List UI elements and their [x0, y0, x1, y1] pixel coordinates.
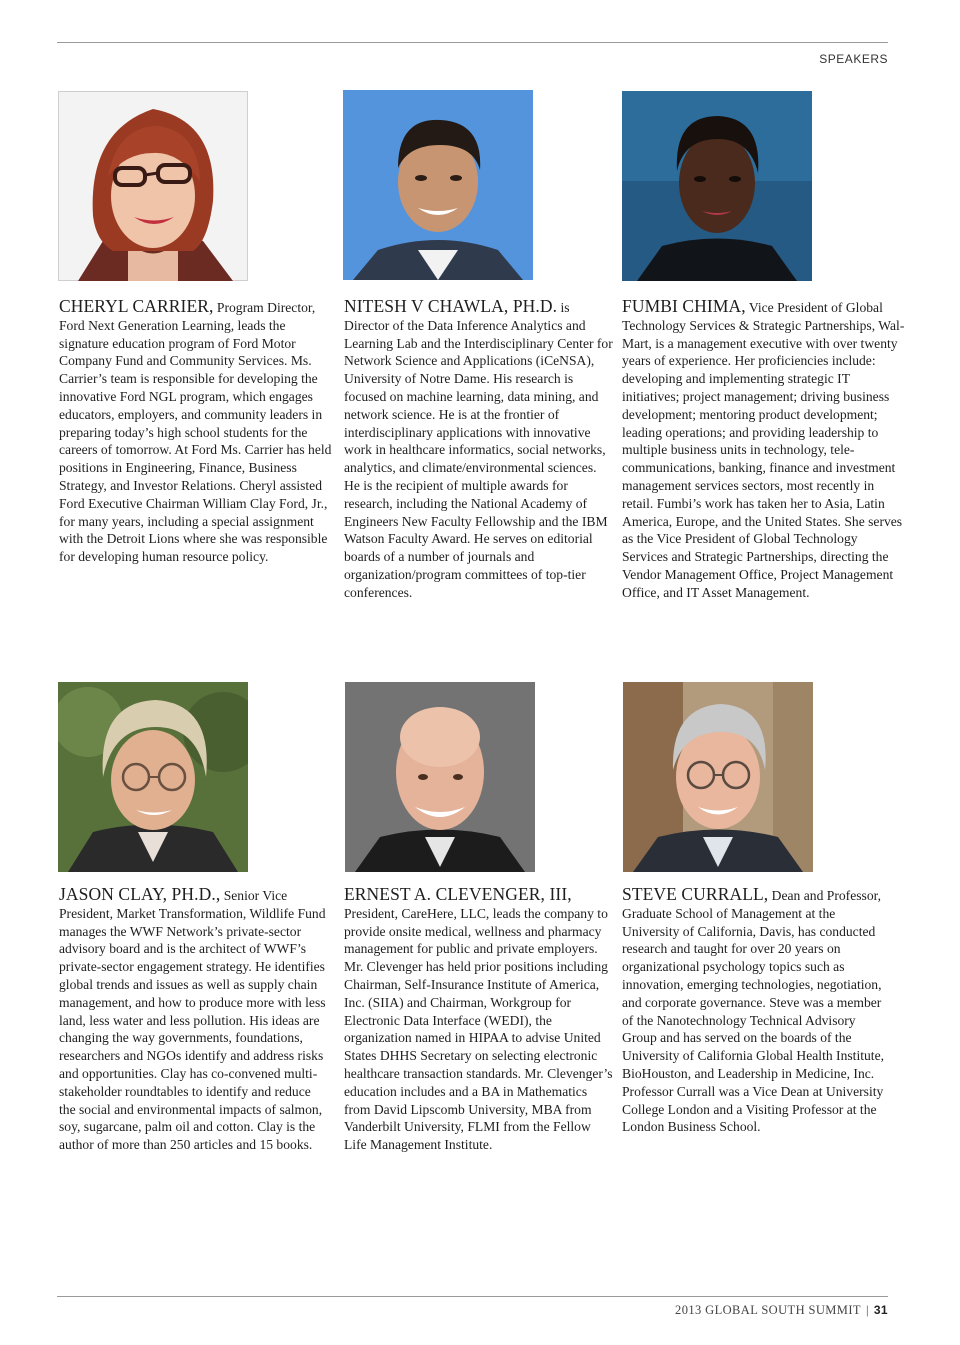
speaker-photo-carrier: [58, 91, 248, 281]
speaker-name: CHERYL CARRIER,: [59, 296, 214, 316]
footer-separator: |: [865, 1303, 869, 1317]
speaker-photo-clevenger: [345, 682, 535, 872]
speaker-name: JASON CLAY, PH.D.,: [59, 884, 221, 904]
speaker-description: President, Market Transformation, Wildlife Fund manages the WWF Network’s private-sector advisory board and is the architect of WWF’s private-sector engagement strategy. He identifies global trends and issues as well as supply chain management, and how to produce more with less land, less water and less pollution. His ideas are changing the way governments, foundations, researchers and NGOs identify and address risks and opportunities. Clay has co-convened multi-stakeholder roundtables to identify and reduce the social and environmental impacts of salmon, soy, sugarcane, palm oil and cotton. Clay is the author of more than 250 articles and 15 books.: [59, 905, 326, 1153]
speaker-photo-chawla: [343, 90, 533, 280]
speaker-name: STEVE CURRALL,: [622, 884, 769, 904]
speaker-name: NITESH V CHAWLA, PH.D.: [344, 296, 558, 316]
speaker-title: Senior Vice: [223, 888, 288, 903]
speaker-bio-clay: [59, 886, 329, 1154]
publication-name: 2013 GLOBAL SOUTH SUMMIT: [675, 1303, 861, 1317]
speaker-description: President, CareHere, LLC, leads the company to provide onsite medical, wellness and pharmacy management for public and private employers. Mr. Clevenger has held prior positions including Chairman, Self-Insurance Institute of America, Inc. (SIIA) and Chairman, Workgroup for Electronic Data Interface (WEDI), the organization named in HIPAA to advise United States DHHS Secretary on selecting electronic healthcare transaction standards. Mr. Clevenger’s education includes and a BA in Mathematics from David Lipscomb University, MBA from Vanderbilt University, FLMI from the Fellow Life Management Institute.: [344, 905, 613, 1153]
top-rule: [57, 42, 888, 43]
speaker-bio-carrier: [59, 298, 334, 566]
page-footer: [675, 1303, 888, 1318]
speaker-bio-clevenger: [344, 886, 614, 1154]
page-number: 31: [873, 1303, 888, 1317]
speaker-bio-currall: [622, 886, 892, 1136]
speaker-name: ERNEST A. CLEVENGER, III,: [344, 884, 572, 904]
speaker-description: Director, Ford Next Generation Learning, leads the signature education program of Ford Motor Company Fund and Community Services. Ms. Carrier’s team is responsible for developing the innovative Ford NGL program, which engages educators, employers, and community leaders in preparing today’s high school students for the careers of tomorrow. At Ford Ms. Carrier has held positions in Engineering, Finance, Business Strategy, and Investor Relations. Cheryl assisted Ford Executive Chairman William Clay Ford, Jr., for many years, including a special assignment with the Detroit Lions where she was responsible for developing human resource policy.: [59, 300, 332, 565]
speaker-name: FUMBI CHIMA,: [622, 296, 746, 316]
speaker-description: Global Technology Services & Strategic Partnerships, Wal-Mart, is a management executive with over twenty years of experience. Her proficiencies include: developing and implementing strategic IT initiatives; project management; driving business development; mentoring product development; leading operations; and providing leadership to multiple business units in technology, tele-communications, banking, finance and investment management services sectors, most recently in retail. Fumbi’s work has taken her to Asia, Latin America, Europe, and the United States. She serves as the Vice President of Global Technology Services and Strategic Partnerships, directing the Vendor Management Office, Project Management Office, and IT Asset Management.: [622, 300, 905, 600]
speaker-bio-chima: [622, 298, 907, 602]
speaker-title: Dean and: [771, 888, 824, 903]
speaker-photo-chima: [622, 91, 812, 281]
bottom-rule: [57, 1296, 888, 1297]
speaker-photo-currall: [623, 682, 813, 872]
speaker-photo-clay: [58, 682, 248, 872]
speaker-bio-chawla: [344, 298, 614, 602]
speaker-title: Vice President of: [748, 300, 843, 315]
speaker-description: Professor, Graduate School of Management at the University of California, Davis, has conducted research and taught for over 20 years on organizational psychology topics such as innovation, emerging technologies, negotiation, and corporate governance. Steve was a member of the Nanotechnology Technical Advisory Group and has served on the boards of the University of California Global Health Institute, BioHouston, and Leadership in Medicine, Inc. Professor Currall was a Vice Dean at University College London and a Visiting Professor at the London Business School.: [622, 888, 884, 1135]
speaker-description: is Director of the Data Inference Analytics and Learning Lab and the Interdisciplinary Center for Network Science and Applications (iCeNSA), University of Notre Dame. His research is focused on machine learning, data mining, and network science. He is at the frontier of interdisciplinary applications with innovative work in healthcare informatics, social networks, analytics, and climate/environmental sciences. He is the recipient of multiple awards for research, including the National Academy of Engineers New Faculty Fellowship and the IBM Watson Faculty Award. He serves on editorial boards of a number of journals and organization/program committees of top-tier conferences.: [344, 300, 613, 600]
section-label: SPEAKERS: [819, 52, 888, 66]
speaker-title: Program: [216, 300, 264, 315]
